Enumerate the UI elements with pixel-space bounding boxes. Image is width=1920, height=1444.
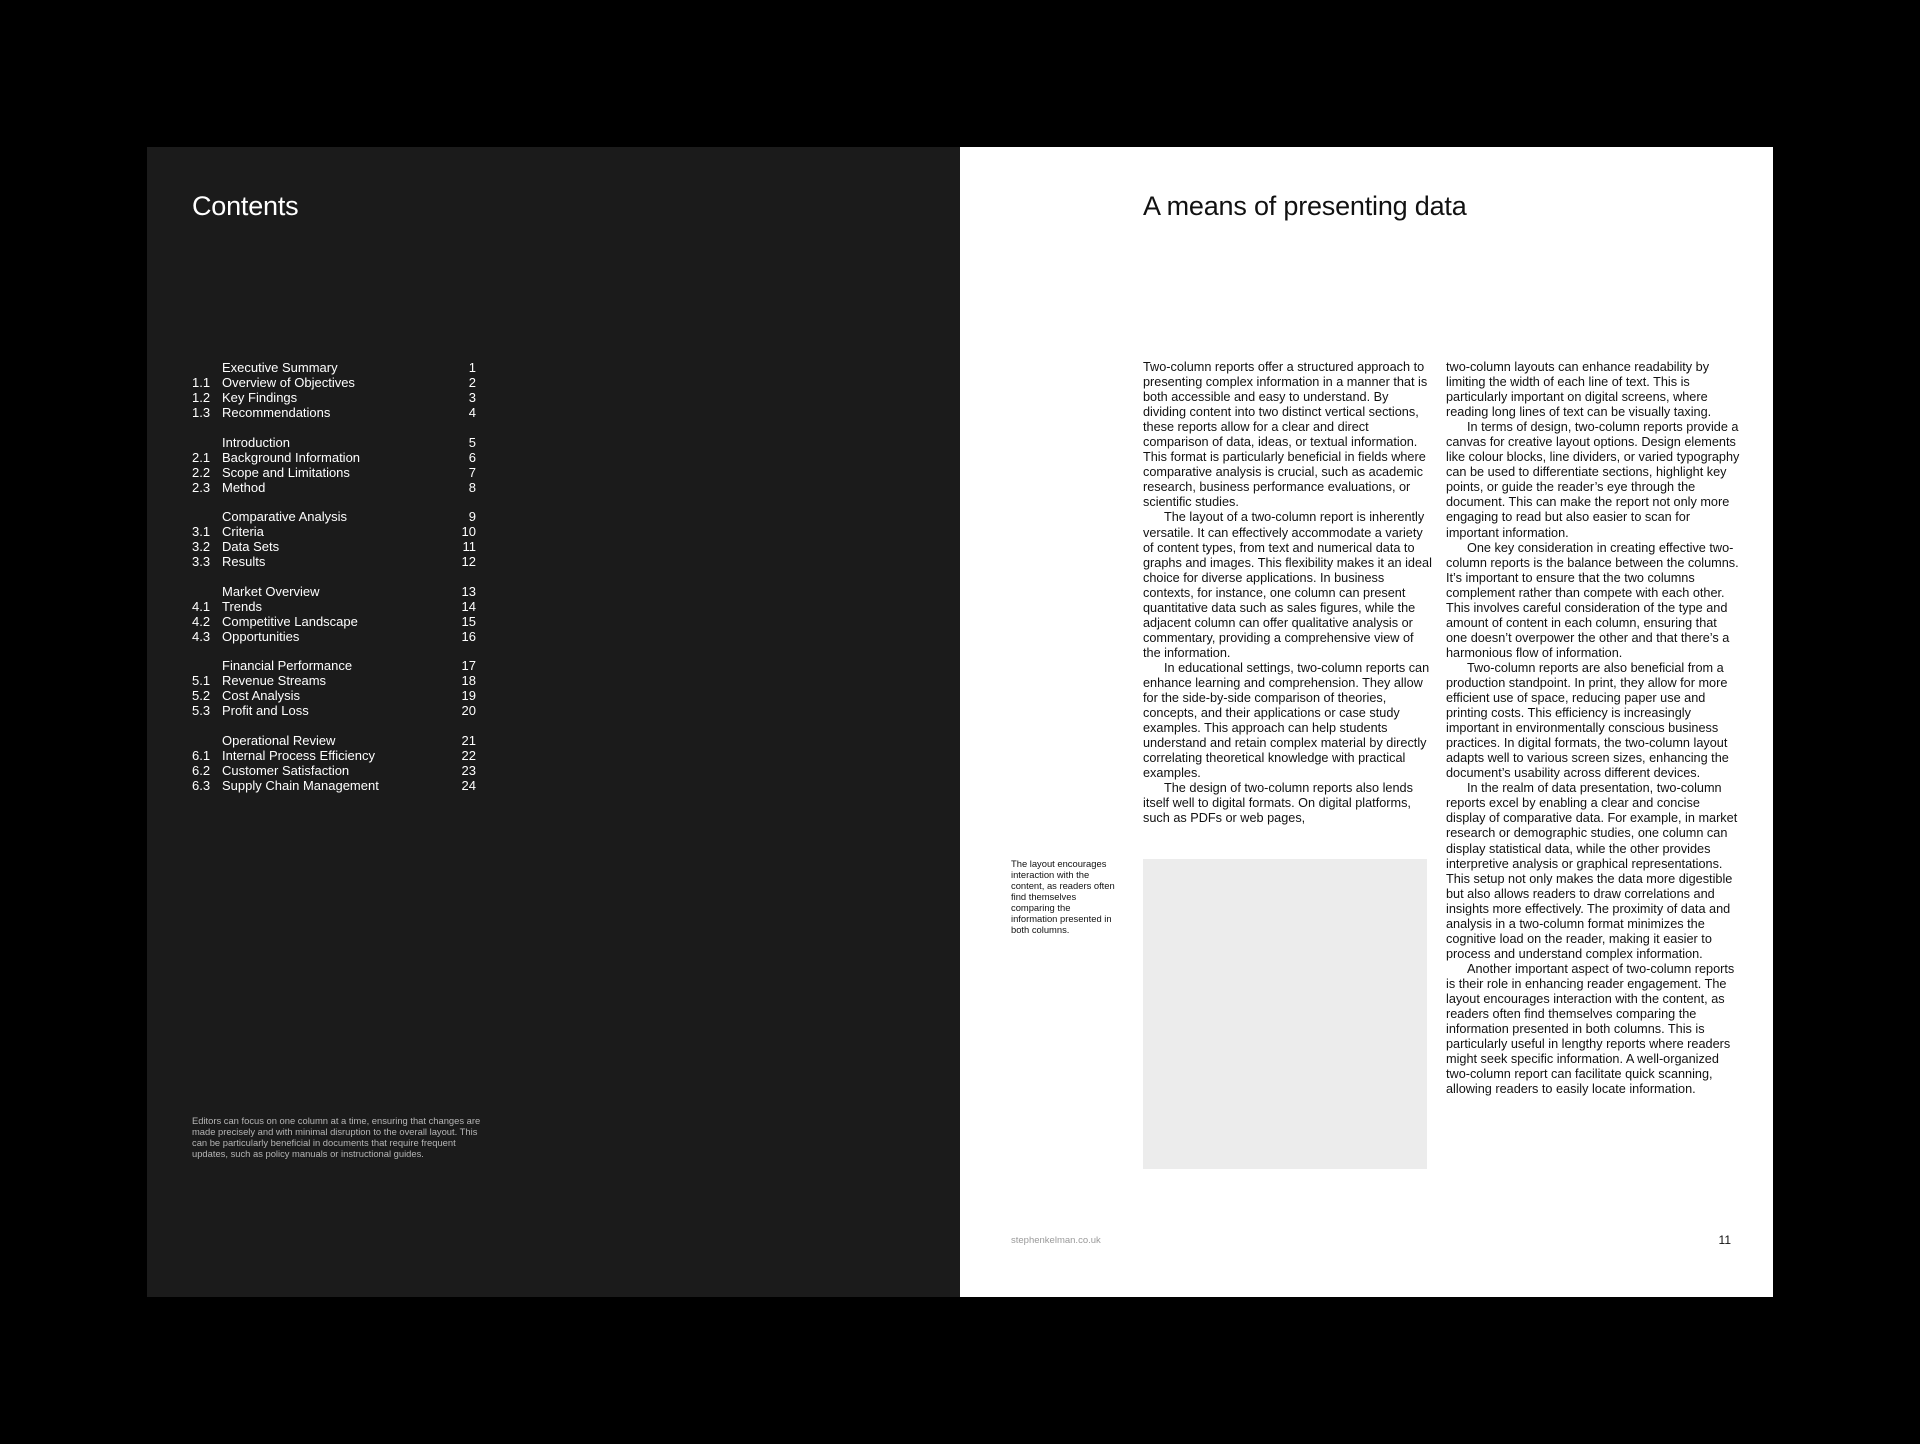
footer-url: stephenkelman.co.uk bbox=[1011, 1235, 1101, 1246]
toc-number: 6.1 bbox=[192, 747, 211, 763]
toc-label: Method bbox=[222, 479, 266, 495]
toc-number: 4.3 bbox=[192, 628, 211, 644]
toc-item bbox=[192, 390, 476, 405]
body-paragraph: Two-column reports offer a structured approach to presenting complex information in a manner that is both accessible and easy to understand. By dividing content into two distinct vertical sections, these reports allow for a clear and direct comparison of data, ideas, or textual information. This format is particularly beneficial in fields where comparative analysis is crucial, such as academic research, business performance evaluations, or scientific studies. bbox=[1143, 360, 1428, 510]
left-page bbox=[147, 147, 960, 1297]
toc-page-number: 3 bbox=[468, 390, 476, 405]
toc-number: 5.2 bbox=[192, 688, 211, 703]
toc-number: 1.3 bbox=[192, 405, 211, 420]
toc-label: Trends bbox=[222, 598, 262, 614]
toc-number: 1.2 bbox=[192, 390, 211, 405]
toc-label: Overview of Objectives bbox=[222, 375, 355, 390]
right-page bbox=[960, 147, 1773, 1297]
toc-page-number: 18 bbox=[461, 673, 476, 688]
toc-number bbox=[192, 733, 222, 748]
toc-label: Introduction bbox=[222, 434, 290, 450]
body-paragraph: The layout of a two-column report is inherently versatile. It can effectively accommodate a variety of content types, from text and numerical data to graphs and images. This flexibility makes it an ideal choice for diverse applications. In business contexts, for instance, one column can present quantitative data such as sales figures, while the adjacent column can offer qualitative analysis or commentary, providing a comprehensive view of the information. bbox=[1143, 510, 1432, 660]
toc-label: Results bbox=[222, 554, 266, 569]
toc-item bbox=[192, 673, 476, 688]
toc-section-heading bbox=[192, 658, 476, 673]
toc-label: Scope and Limitations bbox=[222, 464, 350, 480]
toc-label: Profit and Loss bbox=[222, 703, 309, 718]
toc-number: 2.2 bbox=[192, 464, 211, 480]
toc-page-number: 4 bbox=[468, 405, 476, 420]
toc-number bbox=[192, 509, 222, 524]
toc-label: Customer Satisfaction bbox=[222, 762, 350, 778]
toc-label: Opportunities bbox=[222, 628, 300, 644]
body-paragraph: In terms of design, two-column reports provide a canvas for creative layout options. Design elements like colour blocks, line dividers, or varied typography can be used to differentiate sections, highlight key points, or guide the reader’s eye through the document. This can make the report not only more engaging to read but also easier to scan for important information. bbox=[1446, 420, 1740, 540]
toc-page-number: 19 bbox=[461, 688, 476, 703]
body-paragraph: In educational settings, two-column reports can enhance learning and comprehension. They allow for the side-by-side comparison of theories, concepts, and their applications or case study examples. This approach can help students understand and retain complex material by directly correlating theoretical knowledge with practical examples. bbox=[1143, 660, 1430, 781]
toc-page-number: 17 bbox=[461, 658, 476, 673]
toc-section-heading bbox=[192, 435, 476, 450]
toc-number: 2.1 bbox=[192, 449, 211, 465]
toc-label: Competitive Landscape bbox=[222, 613, 358, 629]
toc-section-heading bbox=[192, 733, 476, 748]
toc-page-number: 5 bbox=[468, 434, 476, 450]
toc-label: Comparative Analysis bbox=[222, 509, 347, 524]
toc-number: 3.3 bbox=[192, 554, 211, 569]
toc-page-number: 8 bbox=[468, 479, 476, 495]
toc-number: 5.3 bbox=[192, 703, 211, 718]
toc-label: Criteria bbox=[222, 524, 264, 539]
toc-number: 5.1 bbox=[192, 673, 211, 688]
body-column-2 bbox=[1446, 360, 1741, 1097]
toc-page-number: 11 bbox=[462, 539, 476, 554]
left-page-note: Editors can focus on one column at a time, ensuring that changes are made precisely and with minimal disruption to the overall layout. This can be particularly beneficial in documents that require frequent updates, such as policy manuals or instructional guides. bbox=[192, 1115, 481, 1159]
toc-item bbox=[192, 554, 476, 569]
toc-page-number: 15 bbox=[461, 613, 476, 629]
toc-section-heading bbox=[192, 584, 476, 599]
toc-item bbox=[192, 703, 476, 718]
toc-item bbox=[192, 763, 476, 778]
contents-title: Contents bbox=[192, 191, 299, 221]
toc-section-heading bbox=[192, 509, 476, 524]
page-number: 11 bbox=[1718, 1233, 1731, 1247]
toc-item bbox=[192, 405, 476, 420]
toc-number bbox=[192, 584, 222, 599]
toc-label: Cost Analysis bbox=[222, 688, 301, 703]
toc-item bbox=[192, 688, 476, 703]
toc-label: Data Sets bbox=[222, 539, 280, 554]
toc-item bbox=[192, 480, 476, 495]
body-paragraph: Another important aspect of two-column reports is their role in enhancing reader engagement. The layout encourages interaction with the content, as readers often find themselves comparing the information presented in both columns. This is particularly useful in lengthy reports where readers might seek specific information. A well-organized two-column report can facilitate quick scanning, allowing readers to easily locate information. bbox=[1446, 961, 1735, 1097]
toc-number: 3.1 bbox=[192, 524, 211, 539]
toc-page-number: 12 bbox=[461, 554, 476, 569]
toc-page-number: 20 bbox=[461, 703, 476, 718]
body-column-1 bbox=[1143, 360, 1433, 826]
toc-label: Key Findings bbox=[222, 390, 298, 405]
body-paragraph: Two-column reports are also beneficial from a production standpoint. In print, they allow for more efficient use of space, reducing paper use and printing costs. This efficiency is increasingly important in environmentally conscious business practices. In digital formats, the two-column layout adapts well to various screen sizes, enhancing the document’s usability across different devices. bbox=[1446, 660, 1729, 781]
toc-page-number: 21 bbox=[461, 732, 476, 748]
toc-page-number: 13 bbox=[461, 583, 476, 599]
sidenote: The layout encourages interaction with the content, as readers often find themselves comparing the information presented in both columns. bbox=[1011, 858, 1115, 935]
toc-number: 4.2 bbox=[192, 613, 211, 629]
toc-item bbox=[192, 375, 476, 390]
toc-number: 3.2 bbox=[192, 539, 211, 554]
toc-number: 2.3 bbox=[192, 479, 211, 495]
body-paragraph: In the realm of data presentation, two-column reports excel by enabling a clear and concise display of comparative data. For example, in market research or demographic studies, one column can display statistical data, while the other provides interpretive analysis or graphical representations. This setup not only makes the data more digestible but also allows readers to draw correlations and insights more effectively. The proximity of data and analysis in a two-column format minimizes the cognitive load on the reader, making it easier to process and understand complex information. bbox=[1446, 781, 1738, 961]
body-paragraph: One key consideration in creating effective two-column reports is the balance between the columns. It’s important to ensure that the two columns complement rather than compete with each other. This involves careful consideration of the type and amount of content in each column, ensuring that one doesn’t overpower the other and that there’s a harmonious flow of information. bbox=[1446, 540, 1739, 660]
toc-page-number: 14 bbox=[461, 598, 476, 614]
toc-item bbox=[192, 465, 476, 480]
toc-label: Executive Summary bbox=[222, 360, 338, 375]
toc-page-number: 24 bbox=[461, 777, 476, 793]
toc-section bbox=[192, 658, 476, 718]
toc-item bbox=[192, 748, 476, 763]
toc-page-number: 2 bbox=[468, 375, 476, 390]
toc-page-number: 6 bbox=[468, 449, 476, 465]
toc-label: Internal Process Efficiency bbox=[222, 747, 375, 763]
toc-page-number: 22 bbox=[461, 747, 476, 763]
toc-number: 6.2 bbox=[192, 762, 211, 778]
toc-label: Revenue Streams bbox=[222, 673, 327, 688]
toc-page-number: 9 bbox=[468, 509, 476, 524]
toc-section bbox=[192, 435, 476, 495]
toc-label: Supply Chain Management bbox=[222, 777, 379, 793]
toc-number: 1.1 bbox=[192, 375, 211, 390]
toc-item bbox=[192, 614, 476, 629]
toc-label: Financial Performance bbox=[222, 658, 353, 673]
book-spread bbox=[147, 147, 1773, 1297]
image-placeholder bbox=[1143, 859, 1427, 1169]
toc-section bbox=[192, 509, 476, 569]
toc-item bbox=[192, 524, 476, 539]
toc-label: Background Information bbox=[222, 449, 361, 465]
toc-item bbox=[192, 599, 476, 614]
toc-item bbox=[192, 629, 476, 644]
body-paragraph: two-column layouts can enhance readability by limiting the width of each line of text. This is particularly important on digital screens, where reading long lines of text can be visually taxing. bbox=[1446, 360, 1712, 420]
toc-number: 6.3 bbox=[192, 777, 211, 793]
toc-page-number: 16 bbox=[461, 628, 476, 644]
toc-page-number: 1 bbox=[468, 360, 476, 375]
toc-item bbox=[192, 450, 476, 465]
toc-label: Market Overview bbox=[222, 583, 320, 599]
toc-page-number: 10 bbox=[461, 524, 476, 539]
toc-label: Recommendations bbox=[222, 405, 331, 420]
page-title: A means of presenting data bbox=[1143, 191, 1467, 221]
toc-section bbox=[192, 584, 476, 644]
toc-item bbox=[192, 539, 476, 554]
toc-section bbox=[192, 733, 476, 793]
table-of-contents bbox=[192, 360, 476, 807]
toc-page-number: 7 bbox=[468, 464, 476, 480]
toc-number bbox=[192, 360, 222, 375]
toc-number bbox=[192, 658, 222, 673]
toc-item bbox=[192, 778, 476, 793]
toc-label: Operational Review bbox=[222, 732, 336, 748]
toc-section-heading bbox=[192, 360, 476, 375]
toc-section bbox=[192, 360, 476, 420]
toc-number: 4.1 bbox=[192, 598, 211, 614]
toc-number bbox=[192, 435, 222, 450]
body-paragraph: The design of two-column reports also lends itself well to digital formats. On digital platforms, such as PDFs or web pages, bbox=[1143, 781, 1413, 826]
toc-page-number: 23 bbox=[461, 762, 476, 778]
